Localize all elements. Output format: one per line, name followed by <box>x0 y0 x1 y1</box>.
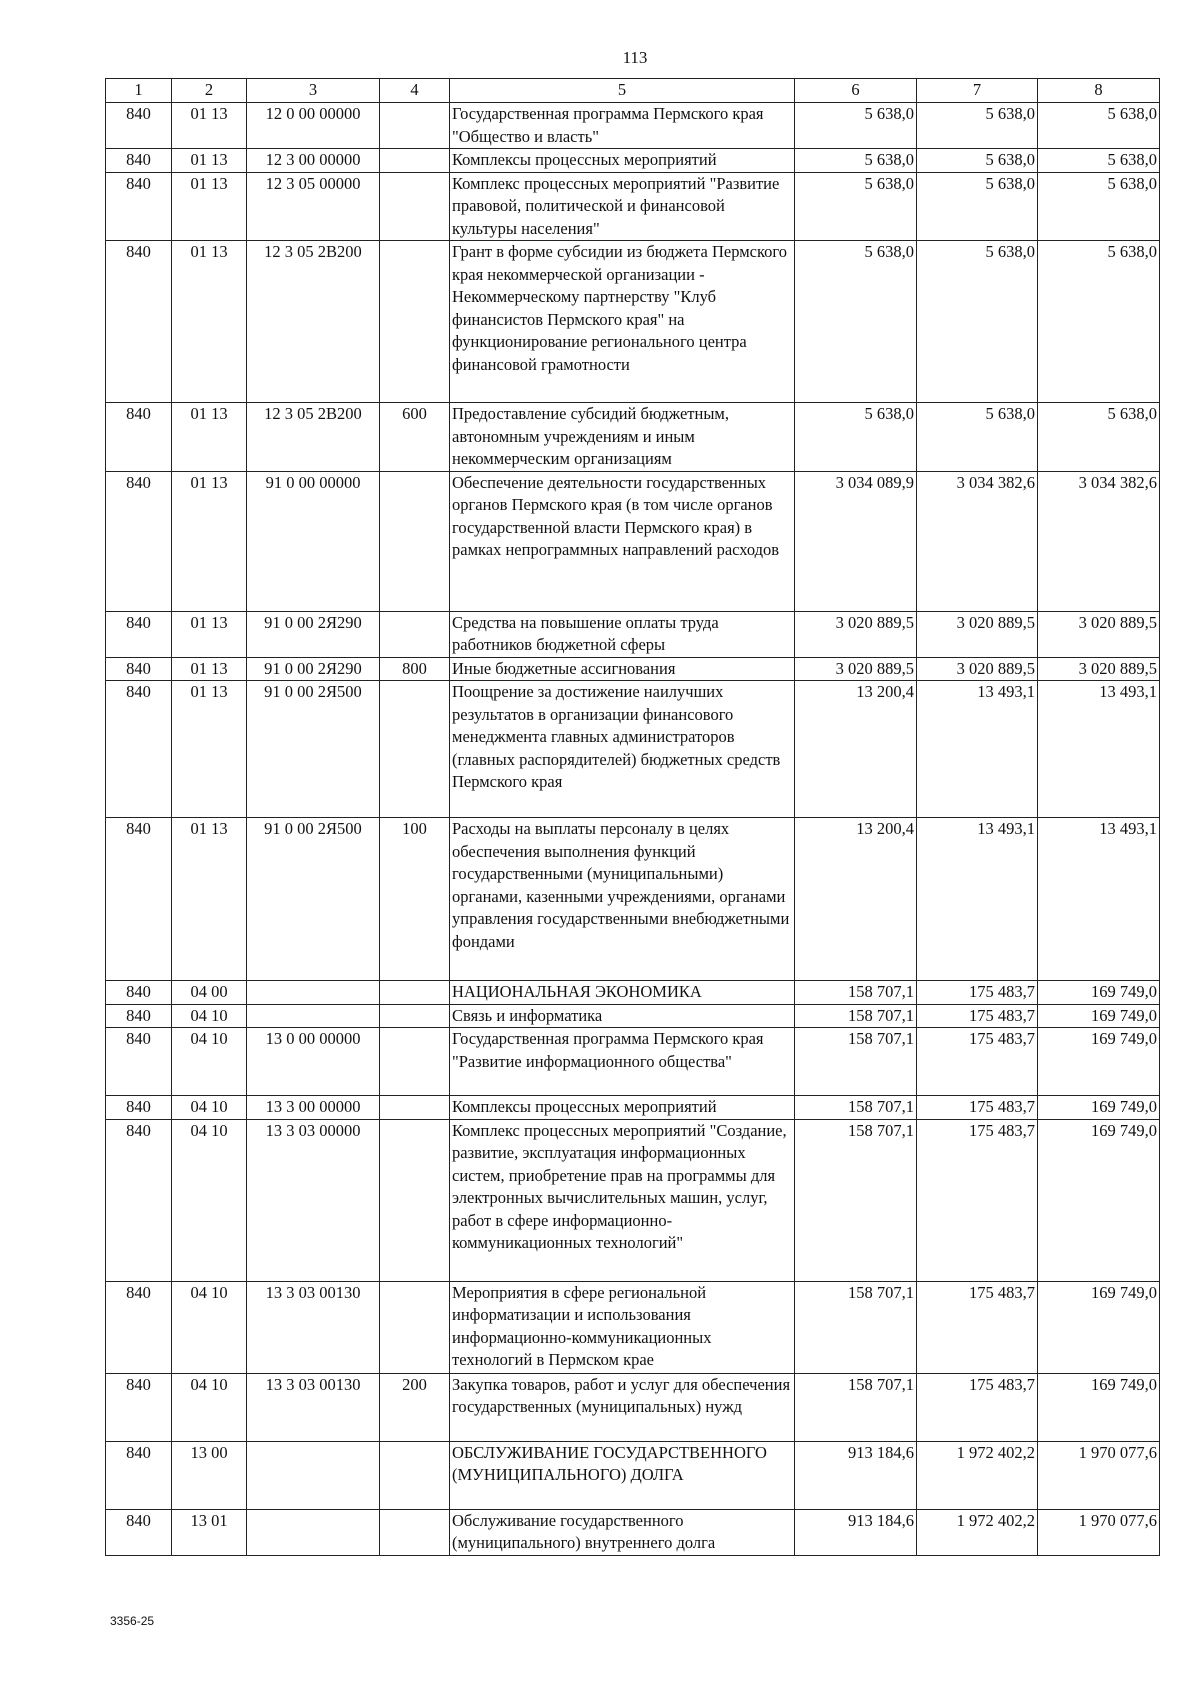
description-cell: Комплексы процессных мероприятий <box>450 149 795 173</box>
amount-col6-cell: 3 034 089,9 <box>795 471 917 611</box>
description-cell: Предоставление субсидий бюджетным, автономным учреждениям и иным некоммерческим организациям <box>450 403 795 472</box>
section-code-cell: 01 13 <box>172 818 247 981</box>
admin-code-cell: 840 <box>106 149 172 173</box>
amount-col8-cell: 169 749,0 <box>1038 1373 1160 1441</box>
section-code-cell: 04 10 <box>172 1004 247 1028</box>
amount-col6-cell: 13 200,4 <box>795 681 917 818</box>
amount-col7-cell: 175 483,7 <box>917 1119 1038 1281</box>
target-article-cell: 12 3 05 00000 <box>247 172 380 241</box>
table-row <box>106 681 1160 818</box>
amount-col7-cell: 1 972 402,2 <box>917 1509 1038 1555</box>
amount-col8-cell: 1 970 077,6 <box>1038 1441 1160 1509</box>
column-header: 8 <box>1038 79 1160 103</box>
expense-type-cell <box>380 149 450 173</box>
description-cell: Расходы на выплаты персоналу в целях обеспечения выполнения функций государственными (муниципальными) органами, казенными учреждениями, органами управления государственными внебюджетными фондами <box>450 818 795 981</box>
target-article-cell: 12 3 05 2В200 <box>247 403 380 472</box>
target-article-cell: 91 0 00 2Я500 <box>247 818 380 981</box>
section-code-cell: 04 10 <box>172 1119 247 1281</box>
admin-code-cell: 840 <box>106 657 172 681</box>
target-article-cell <box>247 1004 380 1028</box>
amount-col6-cell: 158 707,1 <box>795 1373 917 1441</box>
description-cell: Комплекс процессных мероприятий "Создание, развитие, эксплуатация информационных систем, приобретение прав на программы для электронных вычислительных машин, услуг, работ в сфере информационно-коммуникационных технологий" <box>450 1119 795 1281</box>
target-article-cell: 13 3 03 00000 <box>247 1119 380 1281</box>
amount-col7-cell: 175 483,7 <box>917 1004 1038 1028</box>
target-article-cell: 91 0 00 00000 <box>247 471 380 611</box>
table-row <box>106 1096 1160 1120</box>
description-cell: Связь и информатика <box>450 1004 795 1028</box>
amount-col8-cell: 13 493,1 <box>1038 818 1160 981</box>
amount-col7-cell: 13 493,1 <box>917 818 1038 981</box>
description-cell: НАЦИОНАЛЬНАЯ ЭКОНОМИКА <box>450 981 795 1005</box>
amount-col8-cell: 3 020 889,5 <box>1038 611 1160 657</box>
column-header: 1 <box>106 79 172 103</box>
amount-col6-cell: 158 707,1 <box>795 1028 917 1096</box>
admin-code-cell: 840 <box>106 1281 172 1373</box>
amount-col8-cell: 5 638,0 <box>1038 403 1160 472</box>
section-code-cell: 01 13 <box>172 241 247 403</box>
target-article-cell: 91 0 00 2Я290 <box>247 657 380 681</box>
description-cell: Государственная программа Пермского края "Развитие информационного общества" <box>450 1028 795 1096</box>
description-cell: Государственная программа Пермского края "Общество и власть" <box>450 103 795 149</box>
column-header: 4 <box>380 79 450 103</box>
expense-type-cell <box>380 103 450 149</box>
expense-type-cell <box>380 1281 450 1373</box>
expense-type-cell <box>380 1441 450 1509</box>
section-code-cell: 04 10 <box>172 1281 247 1373</box>
target-article-cell: 12 3 05 2В200 <box>247 241 380 403</box>
section-code-cell: 01 13 <box>172 172 247 241</box>
amount-col7-cell: 175 483,7 <box>917 1028 1038 1096</box>
admin-code-cell: 840 <box>106 1441 172 1509</box>
section-code-cell: 01 13 <box>172 657 247 681</box>
amount-col8-cell: 169 749,0 <box>1038 1004 1160 1028</box>
description-cell: Иные бюджетные ассигнования <box>450 657 795 681</box>
description-cell: Комплексы процессных мероприятий <box>450 1096 795 1120</box>
amount-col8-cell: 5 638,0 <box>1038 103 1160 149</box>
admin-code-cell: 840 <box>106 241 172 403</box>
amount-col8-cell: 169 749,0 <box>1038 981 1160 1005</box>
amount-col8-cell: 169 749,0 <box>1038 1119 1160 1281</box>
target-article-cell: 91 0 00 2Я290 <box>247 611 380 657</box>
amount-col6-cell: 158 707,1 <box>795 1004 917 1028</box>
table-row <box>106 657 1160 681</box>
table-row <box>106 1509 1160 1555</box>
amount-col8-cell: 5 638,0 <box>1038 241 1160 403</box>
expense-type-cell <box>380 681 450 818</box>
amount-col7-cell: 5 638,0 <box>917 103 1038 149</box>
amount-col7-cell: 5 638,0 <box>917 241 1038 403</box>
amount-col7-cell: 3 020 889,5 <box>917 657 1038 681</box>
admin-code-cell: 840 <box>106 1509 172 1555</box>
amount-col8-cell: 169 749,0 <box>1038 1281 1160 1373</box>
target-article-cell: 13 0 00 00000 <box>247 1028 380 1096</box>
amount-col7-cell: 5 638,0 <box>917 403 1038 472</box>
table-body <box>106 103 1160 1556</box>
expense-type-cell <box>380 241 450 403</box>
target-article-cell: 12 0 00 00000 <box>247 103 380 149</box>
target-article-cell: 13 3 03 00130 <box>247 1281 380 1373</box>
expense-type-cell <box>380 1028 450 1096</box>
target-article-cell <box>247 1509 380 1555</box>
description-cell: Комплекс процессных мероприятий "Развитие правовой, политической и финансовой культуры населения" <box>450 172 795 241</box>
section-code-cell: 01 13 <box>172 471 247 611</box>
target-article-cell: 91 0 00 2Я500 <box>247 681 380 818</box>
amount-col6-cell: 158 707,1 <box>795 1119 917 1281</box>
table-row <box>106 103 1160 149</box>
admin-code-cell: 840 <box>106 471 172 611</box>
page-number: 113 <box>622 48 648 67</box>
amount-col6-cell: 913 184,6 <box>795 1509 917 1555</box>
admin-code-cell: 840 <box>106 981 172 1005</box>
table-row <box>106 818 1160 981</box>
document-code: 3356-25 <box>110 1614 155 1628</box>
section-code-cell: 13 01 <box>172 1509 247 1555</box>
admin-code-cell: 840 <box>106 1119 172 1281</box>
table-row <box>106 1373 1160 1441</box>
amount-col6-cell: 158 707,1 <box>795 981 917 1005</box>
target-article-cell <box>247 981 380 1005</box>
description-cell: Обеспечение деятельности государственных органов Пермского края (в том числе органов государственной власти Пермского края) в рамках непрограммных направлений расходов <box>450 471 795 611</box>
amount-col7-cell: 175 483,7 <box>917 1096 1038 1120</box>
column-header: 2 <box>172 79 247 103</box>
expense-type-cell <box>380 1119 450 1281</box>
amount-col8-cell: 169 749,0 <box>1038 1096 1160 1120</box>
section-code-cell: 04 10 <box>172 1373 247 1441</box>
admin-code-cell: 840 <box>106 681 172 818</box>
section-code-cell: 01 13 <box>172 611 247 657</box>
target-article-cell: 13 3 03 00130 <box>247 1373 380 1441</box>
amount-col8-cell: 5 638,0 <box>1038 149 1160 173</box>
table-row <box>106 1119 1160 1281</box>
amount-col6-cell: 13 200,4 <box>795 818 917 981</box>
description-cell: Поощрение за достижение наилучших результатов в организации финансового менеджмента главных администраторов (главных распорядителей) бюджетных средств Пермского края <box>450 681 795 818</box>
description-cell: Закупка товаров, работ и услуг для обеспечения государственных (муниципальных) нужд <box>450 1373 795 1441</box>
description-cell: Обслуживание государственного (муниципального) внутреннего долга <box>450 1509 795 1555</box>
column-header: 6 <box>795 79 917 103</box>
amount-col8-cell: 3 034 382,6 <box>1038 471 1160 611</box>
amount-col8-cell: 13 493,1 <box>1038 681 1160 818</box>
description-cell: Мероприятия в сфере региональной информатизации и использования информационно-коммуникационных технологий в Пермском крае <box>450 1281 795 1373</box>
section-code-cell: 04 10 <box>172 1096 247 1120</box>
section-code-cell: 01 13 <box>172 681 247 818</box>
section-code-cell: 01 13 <box>172 103 247 149</box>
amount-col8-cell: 169 749,0 <box>1038 1028 1160 1096</box>
table-row <box>106 149 1160 173</box>
admin-code-cell: 840 <box>106 818 172 981</box>
column-header: 5 <box>450 79 795 103</box>
description-cell: Средства на повышение оплаты труда работников бюджетной сферы <box>450 611 795 657</box>
header-row <box>106 79 1160 103</box>
amount-col6-cell: 158 707,1 <box>795 1096 917 1120</box>
amount-col6-cell: 5 638,0 <box>795 241 917 403</box>
section-code-cell: 01 13 <box>172 403 247 472</box>
amount-col6-cell: 913 184,6 <box>795 1441 917 1509</box>
budget-table <box>105 78 1160 1556</box>
expense-type-cell <box>380 172 450 241</box>
table-row <box>106 403 1160 472</box>
expense-type-cell: 100 <box>380 818 450 981</box>
amount-col7-cell: 5 638,0 <box>917 172 1038 241</box>
expense-type-cell: 200 <box>380 1373 450 1441</box>
amount-col6-cell: 3 020 889,5 <box>795 611 917 657</box>
section-code-cell: 04 10 <box>172 1028 247 1096</box>
expense-type-cell <box>380 1004 450 1028</box>
amount-col7-cell: 3 034 382,6 <box>917 471 1038 611</box>
expense-type-cell <box>380 1096 450 1120</box>
table-row <box>106 172 1160 241</box>
table-row <box>106 1004 1160 1028</box>
section-code-cell: 04 00 <box>172 981 247 1005</box>
amount-col7-cell: 175 483,7 <box>917 981 1038 1005</box>
target-article-cell: 13 3 00 00000 <box>247 1096 380 1120</box>
table-row <box>106 611 1160 657</box>
expense-type-cell <box>380 611 450 657</box>
admin-code-cell: 840 <box>106 1096 172 1120</box>
description-cell: Грант в форме субсидии из бюджета Пермского края некоммерческой организации - Некоммерческому партнерству "Клуб финансистов Пермского края" на функционирование регионального центра финансовой грамотности <box>450 241 795 403</box>
amount-col6-cell: 158 707,1 <box>795 1281 917 1373</box>
expense-type-cell: 800 <box>380 657 450 681</box>
expense-type-cell <box>380 981 450 1005</box>
admin-code-cell: 840 <box>106 172 172 241</box>
table-row <box>106 1028 1160 1096</box>
amount-col8-cell: 5 638,0 <box>1038 172 1160 241</box>
table-row <box>106 1441 1160 1509</box>
amount-col7-cell: 3 020 889,5 <box>917 611 1038 657</box>
table-row <box>106 1281 1160 1373</box>
amount-col8-cell: 1 970 077,6 <box>1038 1509 1160 1555</box>
target-article-cell <box>247 1441 380 1509</box>
table-row <box>106 471 1160 611</box>
expense-type-cell <box>380 471 450 611</box>
amount-col7-cell: 13 493,1 <box>917 681 1038 818</box>
amount-col7-cell: 175 483,7 <box>917 1373 1038 1441</box>
amount-col7-cell: 1 972 402,2 <box>917 1441 1038 1509</box>
admin-code-cell: 840 <box>106 403 172 472</box>
admin-code-cell: 840 <box>106 1028 172 1096</box>
target-article-cell: 12 3 00 00000 <box>247 149 380 173</box>
amount-col6-cell: 5 638,0 <box>795 403 917 472</box>
column-header: 3 <box>247 79 380 103</box>
admin-code-cell: 840 <box>106 1373 172 1441</box>
admin-code-cell: 840 <box>106 611 172 657</box>
table-row <box>106 241 1160 403</box>
amount-col6-cell: 5 638,0 <box>795 172 917 241</box>
amount-col8-cell: 3 020 889,5 <box>1038 657 1160 681</box>
amount-col7-cell: 175 483,7 <box>917 1281 1038 1373</box>
section-code-cell: 01 13 <box>172 149 247 173</box>
expense-type-cell: 600 <box>380 403 450 472</box>
amount-col7-cell: 5 638,0 <box>917 149 1038 173</box>
table-row <box>106 981 1160 1005</box>
amount-col6-cell: 5 638,0 <box>795 103 917 149</box>
section-code-cell: 13 00 <box>172 1441 247 1509</box>
amount-col6-cell: 5 638,0 <box>795 149 917 173</box>
expense-type-cell <box>380 1509 450 1555</box>
admin-code-cell: 840 <box>106 103 172 149</box>
admin-code-cell: 840 <box>106 1004 172 1028</box>
description-cell: ОБСЛУЖИВАНИЕ ГОСУДАРСТВЕННОГО (МУНИЦИПАЛЬНОГО) ДОЛГА <box>450 1441 795 1509</box>
column-header: 7 <box>917 79 1038 103</box>
amount-col6-cell: 3 020 889,5 <box>795 657 917 681</box>
